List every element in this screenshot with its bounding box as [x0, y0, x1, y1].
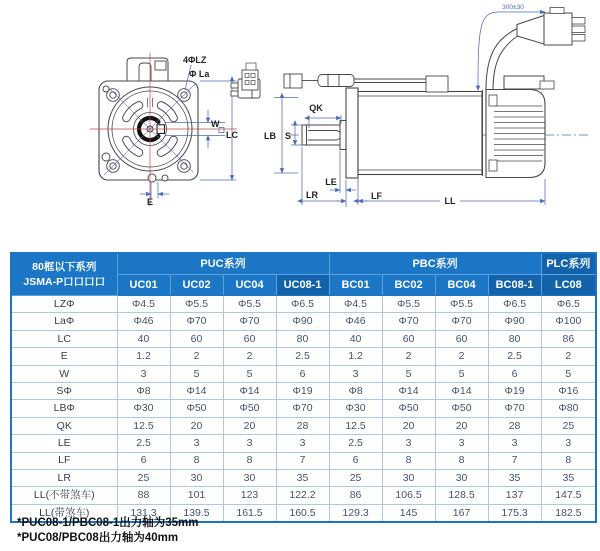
spec-cell: Φ14: [435, 382, 488, 399]
footnotes: [17, 516, 199, 546]
label-4phi-lz: 4ΦLZ: [183, 55, 207, 65]
label-le: LE: [325, 177, 337, 187]
spec-cell: Φ8: [117, 382, 170, 399]
spec-cell: Φ46: [117, 313, 170, 330]
spec-cell: 5: [170, 365, 223, 382]
spec-cell: 86: [541, 330, 596, 347]
column-header-BC08-1: BC08-1: [488, 275, 541, 296]
row-label: LF: [11, 452, 117, 469]
spec-cell: Φ6.5: [541, 296, 596, 313]
row-label: E: [11, 348, 117, 365]
spec-cell: Φ16: [541, 382, 596, 399]
table-row: [11, 417, 596, 434]
spec-cell: 101: [170, 487, 223, 504]
label-lc: LC: [226, 130, 238, 140]
spec-cell: Φ90: [276, 313, 329, 330]
spec-cell: 122.2: [276, 487, 329, 504]
row-label: LR: [11, 469, 117, 486]
spec-cell: Φ5.5: [382, 296, 435, 313]
label-cable-length: 300±30: [502, 4, 524, 11]
spec-cell: 6: [117, 452, 170, 469]
spec-cell: 2.5: [488, 348, 541, 365]
spec-cell: Φ70: [488, 400, 541, 417]
spec-cell: Φ5.5: [223, 296, 276, 313]
spec-cell: Φ30: [329, 400, 382, 417]
spec-cell: Φ80: [541, 400, 596, 417]
spec-cell: Φ100: [541, 313, 596, 330]
spec-cell: 2: [435, 348, 488, 365]
encoder-cable: [242, 63, 448, 92]
column-header-UC04: UC04: [223, 275, 276, 296]
spec-cell: 5: [223, 365, 276, 382]
spec-cell: 2: [223, 348, 276, 365]
table-row: [11, 330, 596, 347]
spec-cell: 35: [276, 469, 329, 486]
spec-cell: Φ70: [276, 400, 329, 417]
spec-cell: 8: [541, 452, 596, 469]
spec-cell: 30: [435, 469, 488, 486]
spec-cell: 20: [382, 417, 435, 434]
spec-cell: 8: [435, 452, 488, 469]
column-header-UC08-1: UC08-1: [276, 275, 329, 296]
spec-cell: Φ5.5: [170, 296, 223, 313]
spec-cell: 2: [170, 348, 223, 365]
spec-cell: Φ70: [435, 313, 488, 330]
spec-table: [10, 252, 597, 523]
spec-cell: 3: [382, 435, 435, 452]
spec-cell: 2.5: [329, 435, 382, 452]
table-row: [11, 435, 596, 452]
spec-cell: Φ6.5: [276, 296, 329, 313]
rear-cap: [483, 76, 555, 178]
spec-cell: Φ50: [435, 400, 488, 417]
row-label: LBΦ: [11, 400, 117, 417]
spec-cell: 30: [382, 469, 435, 486]
spec-cell: Φ8: [329, 382, 382, 399]
label-qk: QK: [309, 103, 323, 113]
table-row: [11, 296, 596, 313]
spec-cell: 3: [223, 435, 276, 452]
spec-table-body: [11, 296, 596, 523]
spec-cell: Φ90: [488, 313, 541, 330]
motor-body: [346, 88, 482, 178]
spec-cell: 8: [223, 452, 276, 469]
label-lb: LB: [264, 131, 276, 141]
spec-cell: Φ50: [170, 400, 223, 417]
spec-table-head: [11, 253, 596, 296]
spec-cell: 88: [117, 487, 170, 504]
spec-cell: 86: [329, 487, 382, 504]
table-row: [11, 313, 596, 330]
spec-cell: Φ50: [223, 400, 276, 417]
row-label: W: [11, 365, 117, 382]
column-group-header: PBC系列: [329, 253, 541, 275]
row-label: LL(不带煞车): [11, 487, 117, 504]
column-header-BC01: BC01: [329, 275, 382, 296]
row-label: LE: [11, 435, 117, 452]
spec-cell: 123: [223, 487, 276, 504]
table-row: [11, 348, 596, 365]
spec-cell: Φ19: [276, 382, 329, 399]
column-header-BC04: BC04: [435, 275, 488, 296]
spec-cell: 5: [435, 365, 488, 382]
spec-cell: Φ4.5: [329, 296, 382, 313]
footnote-line: *PUC08-1/PBC08-1出力轴为35mm: [17, 517, 199, 529]
spec-cell: 167: [435, 504, 488, 522]
spec-cell: 6: [276, 365, 329, 382]
spec-cell: 80: [276, 330, 329, 347]
spec-cell: 60: [223, 330, 276, 347]
spec-cell: 129.3: [329, 504, 382, 522]
spec-cell: Φ46: [329, 313, 382, 330]
side-view: [242, 4, 588, 207]
spec-cell: Φ14: [223, 382, 276, 399]
front-connector-housing: [127, 58, 168, 81]
spec-cell: 5: [541, 365, 596, 382]
spec-cell: 3: [329, 365, 382, 382]
label-ll: LL: [444, 196, 456, 206]
spec-cell: 7: [488, 452, 541, 469]
row-label: QK: [11, 417, 117, 434]
spec-cell: Φ4.5: [117, 296, 170, 313]
spec-cell: 20: [223, 417, 276, 434]
spec-cell: 25: [117, 469, 170, 486]
spec-cell: 20: [170, 417, 223, 434]
spec-cell: 145: [382, 504, 435, 522]
spec-cell: 3: [488, 435, 541, 452]
spec-cell: Φ14: [382, 382, 435, 399]
motor-dimension-diagram: [0, 0, 600, 250]
column-header-UC02: UC02: [170, 275, 223, 296]
spec-cell: 12.5: [117, 417, 170, 434]
spec-cell: 139.5: [170, 504, 223, 522]
table-row: [11, 382, 596, 399]
spec-cell: 60: [435, 330, 488, 347]
spec-cell: 182.5: [541, 504, 596, 522]
column-header-UC01: UC01: [117, 275, 170, 296]
row-label: LZΦ: [11, 296, 117, 313]
spec-cell: 8: [382, 452, 435, 469]
table-row: [11, 365, 596, 382]
spec-cell: 160.5: [276, 504, 329, 522]
spec-cell: 40: [117, 330, 170, 347]
spec-cell: 60: [382, 330, 435, 347]
spec-cell: 25: [541, 417, 596, 434]
spec-cell: 8: [170, 452, 223, 469]
spec-cell: 60: [170, 330, 223, 347]
spec-cell: Φ14: [170, 382, 223, 399]
table-corner-header: 80框以下系列 JSMA-P口口口口: [11, 253, 117, 296]
spec-cell: 2: [382, 348, 435, 365]
spec-cell: 131.3: [117, 504, 170, 522]
spec-cell: Φ70: [223, 313, 276, 330]
spec-cell: 1.2: [329, 348, 382, 365]
table-row: [11, 452, 596, 469]
row-label: SΦ: [11, 382, 117, 399]
spec-cell: 28: [488, 417, 541, 434]
spec-cell: 28: [276, 417, 329, 434]
table-row: [11, 487, 596, 504]
spec-cell: Φ6.5: [488, 296, 541, 313]
spec-cell: 7: [276, 452, 329, 469]
spec-cell: 3: [435, 435, 488, 452]
shaft-side: [302, 121, 346, 150]
label-phi-la: Φ La: [189, 69, 210, 79]
label-s: S: [285, 131, 292, 141]
spec-cell: Φ30: [117, 400, 170, 417]
column-header-LC08: LC08: [541, 275, 596, 296]
spec-cell: 6: [329, 452, 382, 469]
spec-cell: 3: [117, 365, 170, 382]
column-group-header: PLC系列: [541, 253, 596, 275]
spec-cell: Φ50: [382, 400, 435, 417]
spec-cell: 35: [488, 469, 541, 486]
spec-cell: 1.2: [117, 348, 170, 365]
spec-cell: 40: [329, 330, 382, 347]
e-dimension: [140, 182, 169, 198]
spec-cell: 30: [170, 469, 223, 486]
spec-cell: 2.5: [117, 435, 170, 452]
spec-cell: 80: [488, 330, 541, 347]
front-view: [90, 53, 260, 207]
label-lr: LR: [306, 190, 318, 200]
spec-cell: 161.5: [223, 504, 276, 522]
row-label: LL(带煞车): [11, 504, 117, 522]
spec-cell: 3: [170, 435, 223, 452]
spec-cell: 25: [329, 469, 382, 486]
column-header-BC02: BC02: [382, 275, 435, 296]
spec-cell: Φ70: [382, 313, 435, 330]
column-group-header: PUC系列: [117, 253, 329, 275]
spec-cell: 128.5: [435, 487, 488, 504]
table-row: [11, 400, 596, 417]
spec-cell: 147.5: [541, 487, 596, 504]
spec-cell: 2.5: [276, 348, 329, 365]
spec-cell: 106.5: [382, 487, 435, 504]
spec-cell: Φ5.5: [435, 296, 488, 313]
label-e: E: [147, 197, 154, 207]
row-label: LaΦ: [11, 313, 117, 330]
spec-cell: 12.5: [329, 417, 382, 434]
spec-cell: 2: [541, 348, 596, 365]
spec-cell: 3: [276, 435, 329, 452]
spec-cell: 20: [435, 417, 488, 434]
row-label: LC: [11, 330, 117, 347]
label-lf: LF: [371, 191, 382, 201]
spec-cell: 6: [488, 365, 541, 382]
spec-cell: 30: [223, 469, 276, 486]
power-connector: [517, 8, 585, 46]
spec-cell: Φ19: [488, 382, 541, 399]
spec-cell: 175.3: [488, 504, 541, 522]
spec-cell: 137: [488, 487, 541, 504]
spec-cell: 35: [541, 469, 596, 486]
spec-cell: Φ70: [170, 313, 223, 330]
table-row: [11, 469, 596, 486]
spec-cell: 5: [382, 365, 435, 382]
label-w: W: [211, 119, 220, 129]
footnote-line: *PUC08/PBC08出力轴为40mm: [17, 532, 179, 544]
spec-cell: 3: [541, 435, 596, 452]
